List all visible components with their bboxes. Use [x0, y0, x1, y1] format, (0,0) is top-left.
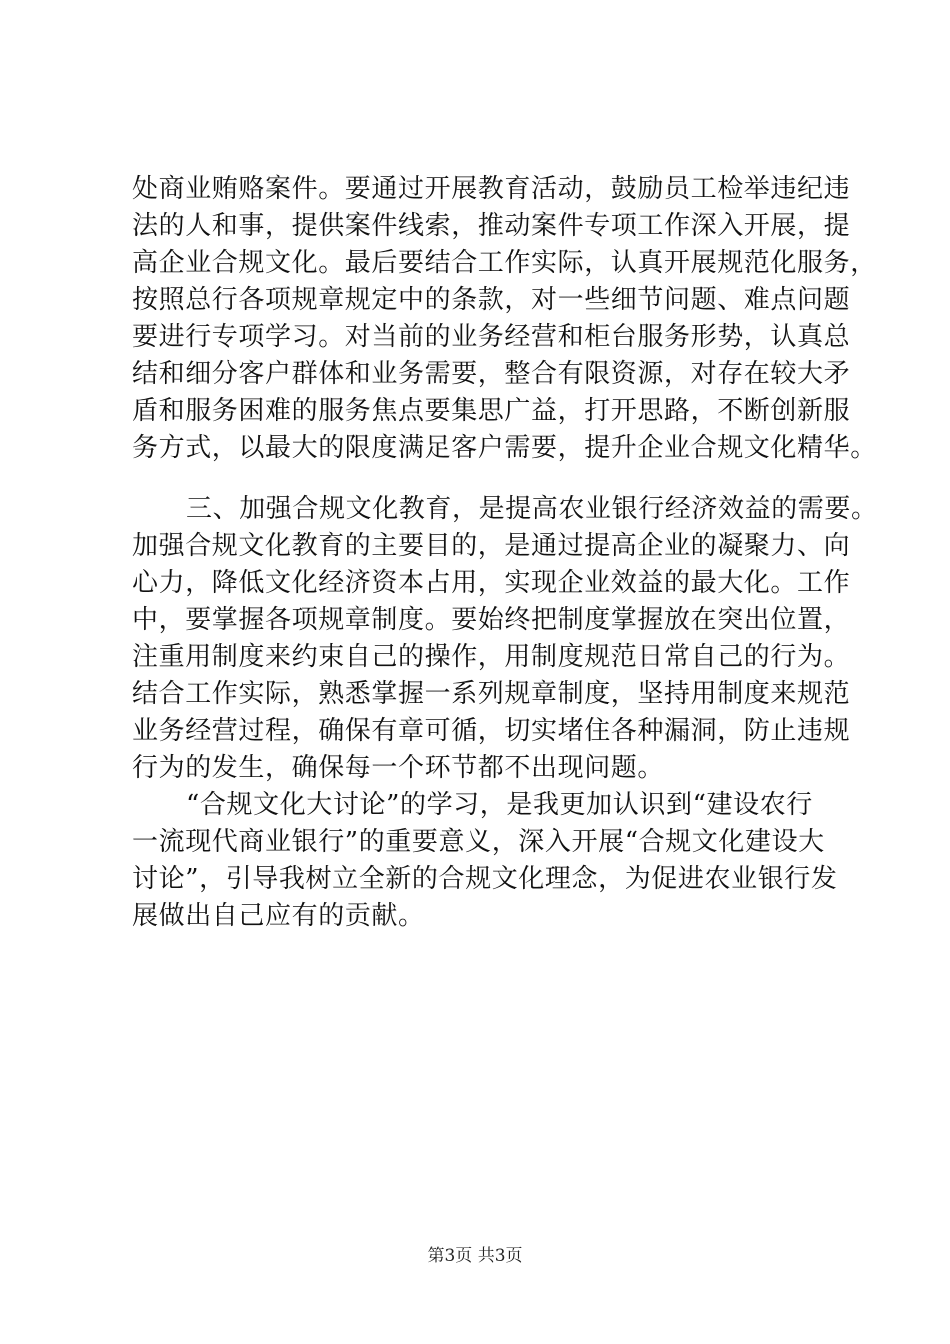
body-text-line: 行为的发生，确保每一个环节都不出现问题。: [132, 753, 665, 783]
body-text-line: 处商业贿赂案件。要通过开展教育活动，鼓励员工检举违纪违: [132, 174, 851, 204]
body-text-line: 加强合规文化教育的主要目的，是通过提高企业的凝聚力、向: [132, 531, 851, 561]
body-text-line: 法的人和事，提供案件线索，推动案件专项工作深入开展，提: [132, 211, 851, 241]
body-text-line: 心力，降低文化经济资本占用，实现企业效益的最大化。工作: [132, 568, 851, 598]
body-text-line: 注重用制度来约束自己的操作，用制度规范日常自己的行为。: [132, 642, 851, 672]
body-text-line: 讨论”，引导我树立全新的合规文化理念，为促进农业银行发: [132, 864, 838, 894]
body-text-line: 按照总行各项规章规定中的条款，对一些细节问题、难点问题: [132, 285, 851, 315]
body-text-line: 务方式，以最大的限度满足客户需要，提升企业合规文化精华。: [132, 433, 877, 463]
body-text-line: 高企业合规文化。最后要结合工作实际，认真开展规范化服务，: [132, 248, 877, 278]
body-text-line: 中，要掌握各项规章制度。要始终把制度掌握放在突出位置，: [132, 605, 851, 635]
body-text-line: 结和细分客户群体和业务需要，整合有限资源，对存在较大矛: [132, 359, 851, 389]
body-text-line: 盾和服务困难的服务焦点要集思广益，打开思路，不断创新服: [132, 396, 851, 426]
body-text-line: 业务经营过程，确保有章可循，切实堵住各种漏洞，防止违规: [132, 716, 851, 746]
section-heading-line: 三、加强合规文化教育，是提高农业银行经济效益的需要。: [186, 494, 878, 524]
page-number-footer: 第3页 共3页: [427, 1246, 523, 1266]
body-text-line: 结合工作实际，熟悉掌握一系列规章制度，坚持用制度来规范: [132, 679, 851, 709]
body-text-line: 要进行专项学习。对当前的业务经营和柜台服务形势，认真总: [132, 322, 851, 352]
body-text-line: “合规文化大讨论”的学习，是我更加认识到“建设农行: [186, 790, 813, 820]
body-text-line: 展做出自己应有的贡献。: [132, 901, 425, 931]
body-text-line: 一流现代商业银行”的重要意义，深入开展“合规文化建设大: [132, 827, 825, 857]
